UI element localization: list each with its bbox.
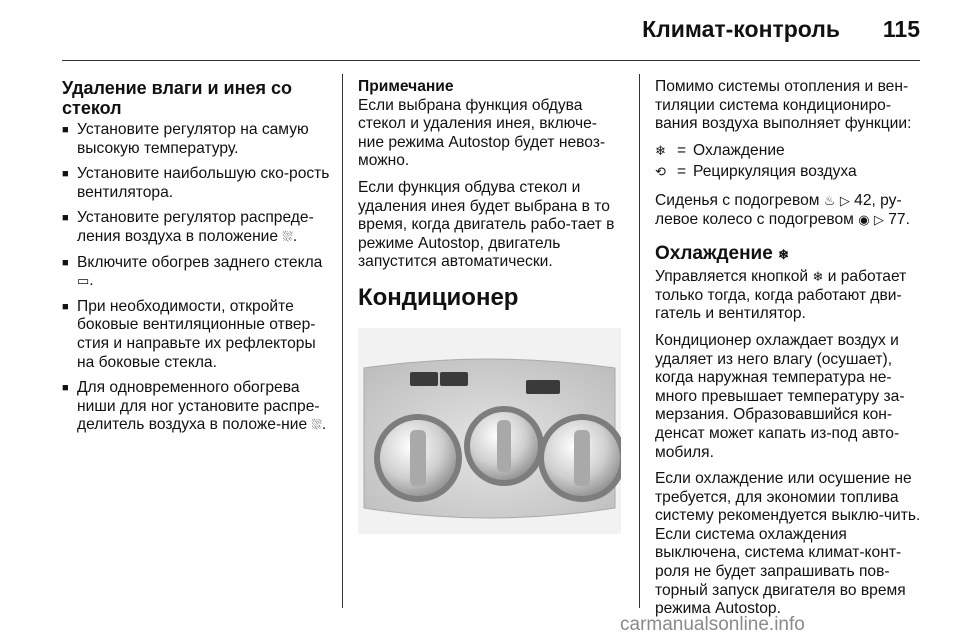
defrost-heading: Удаление влаги и инея со стекол [62,78,293,118]
legend-label: Охлаждение [693,141,785,159]
note-text: Если выбрана функция обдува стекол и удаления инея, включе-ние режима Autostop будет невоз-можно. [358,96,606,170]
list-item: ■ Установите регулятор распреде-ления воздуха в положение ⛆. [62,209,332,246]
legend-label: Рециркуляция воздуха [693,163,857,181]
recirculation-button [440,372,468,386]
ac-heading: Кондиционер [358,283,519,311]
page-title: Климат-контроль [642,16,840,42]
watermark: carmanualsonline.info [620,614,805,635]
list-item: ■ Установите наибольшую ско-рость вентилятора. [62,165,332,202]
heated-seat-icon: ♨ [823,192,836,208]
note-text: Если функция обдува стекол и удаления инея будет выбрана в то время, когда двигатель рабо-тает в режиме Autostop, двигатель запустится автоматически. [358,178,615,271]
list-item: ■ Для одновременного обогрева ниши для ног установите распре-делитель воздуха в положе-ние ⛆. [62,379,332,435]
windshield-airflow-icon: ⛆ [282,228,293,244]
note-heading: Примечание [358,78,454,95]
snowflake-icon: ❄ [778,247,789,263]
recirculation-icon: ⟲ [655,164,666,180]
footwell-windshield-icon: ⛆ [311,417,322,433]
rear-window-heat-icon: ▭ [77,273,90,289]
cooling-heading: Охлаждение ❄ [655,243,789,265]
heated-steering-icon: ◉ [858,211,870,227]
list-item: ■ Установите регулятор на самую высокую температуру. [62,121,332,158]
snowflake-icon: ❄ [655,142,666,158]
cooling-text: Кондиционер охлаждает воздух и удаляет из него влагу (осушает), когда наружная температура не-много превышает температуру за-мерзания. Образовавшийся кон-денсат может капать из-под авто-мобиля. [655,331,905,461]
ac-intro: Помимо системы отопления и вен-тиляции система кондициониро-вания воздуха выполняет функции: [655,78,912,133]
page-number: 115 [882,16,920,42]
ac-button [410,372,438,386]
column-divider [639,74,640,608]
column-note [358,78,622,540]
function-legend: ❄ = Охлаждение ⟲ = Рециркуляция воздуха [655,142,923,182]
page-header [0,0,960,62]
heated-seats-text: Сиденья с подогревом ♨ ▷ 42, ру-левое колесо с подогревом ◉ ▷ 77. [655,191,910,228]
list-item: ■ Включите обогрев заднего стекла ▭. [62,254,332,291]
page-ref-icon: ▷ [873,211,884,227]
defrost-steps [62,121,332,435]
column-cooling [655,78,923,627]
column-divider [342,74,343,608]
header-rule [62,60,920,61]
rear-defrost-button [526,380,560,394]
snowflake-icon: ❄ [812,269,824,285]
cooling-text: Управляется кнопкой ❄ и работает только тогда, когда работают дви-гатель и вентилятор. [655,268,907,323]
climate-panel-illustration [358,328,621,534]
column-defrost [62,78,332,442]
list-item: ■ При необходимости, откройте боковые вентиляционные отвер-стия и направьте их рефлекторы на боковые стекла. [62,298,332,372]
cooling-text: Если охлаждение или осушение не требуется, для экономии топлива систему рекомендуется выклю-чить. Если система охлаждения выключена, система климат-конт-роля не будет запрашивать пов-торный запуск двигателя во время режима Autostop. [655,470,921,618]
page-ref-icon: ▷ [839,192,850,208]
